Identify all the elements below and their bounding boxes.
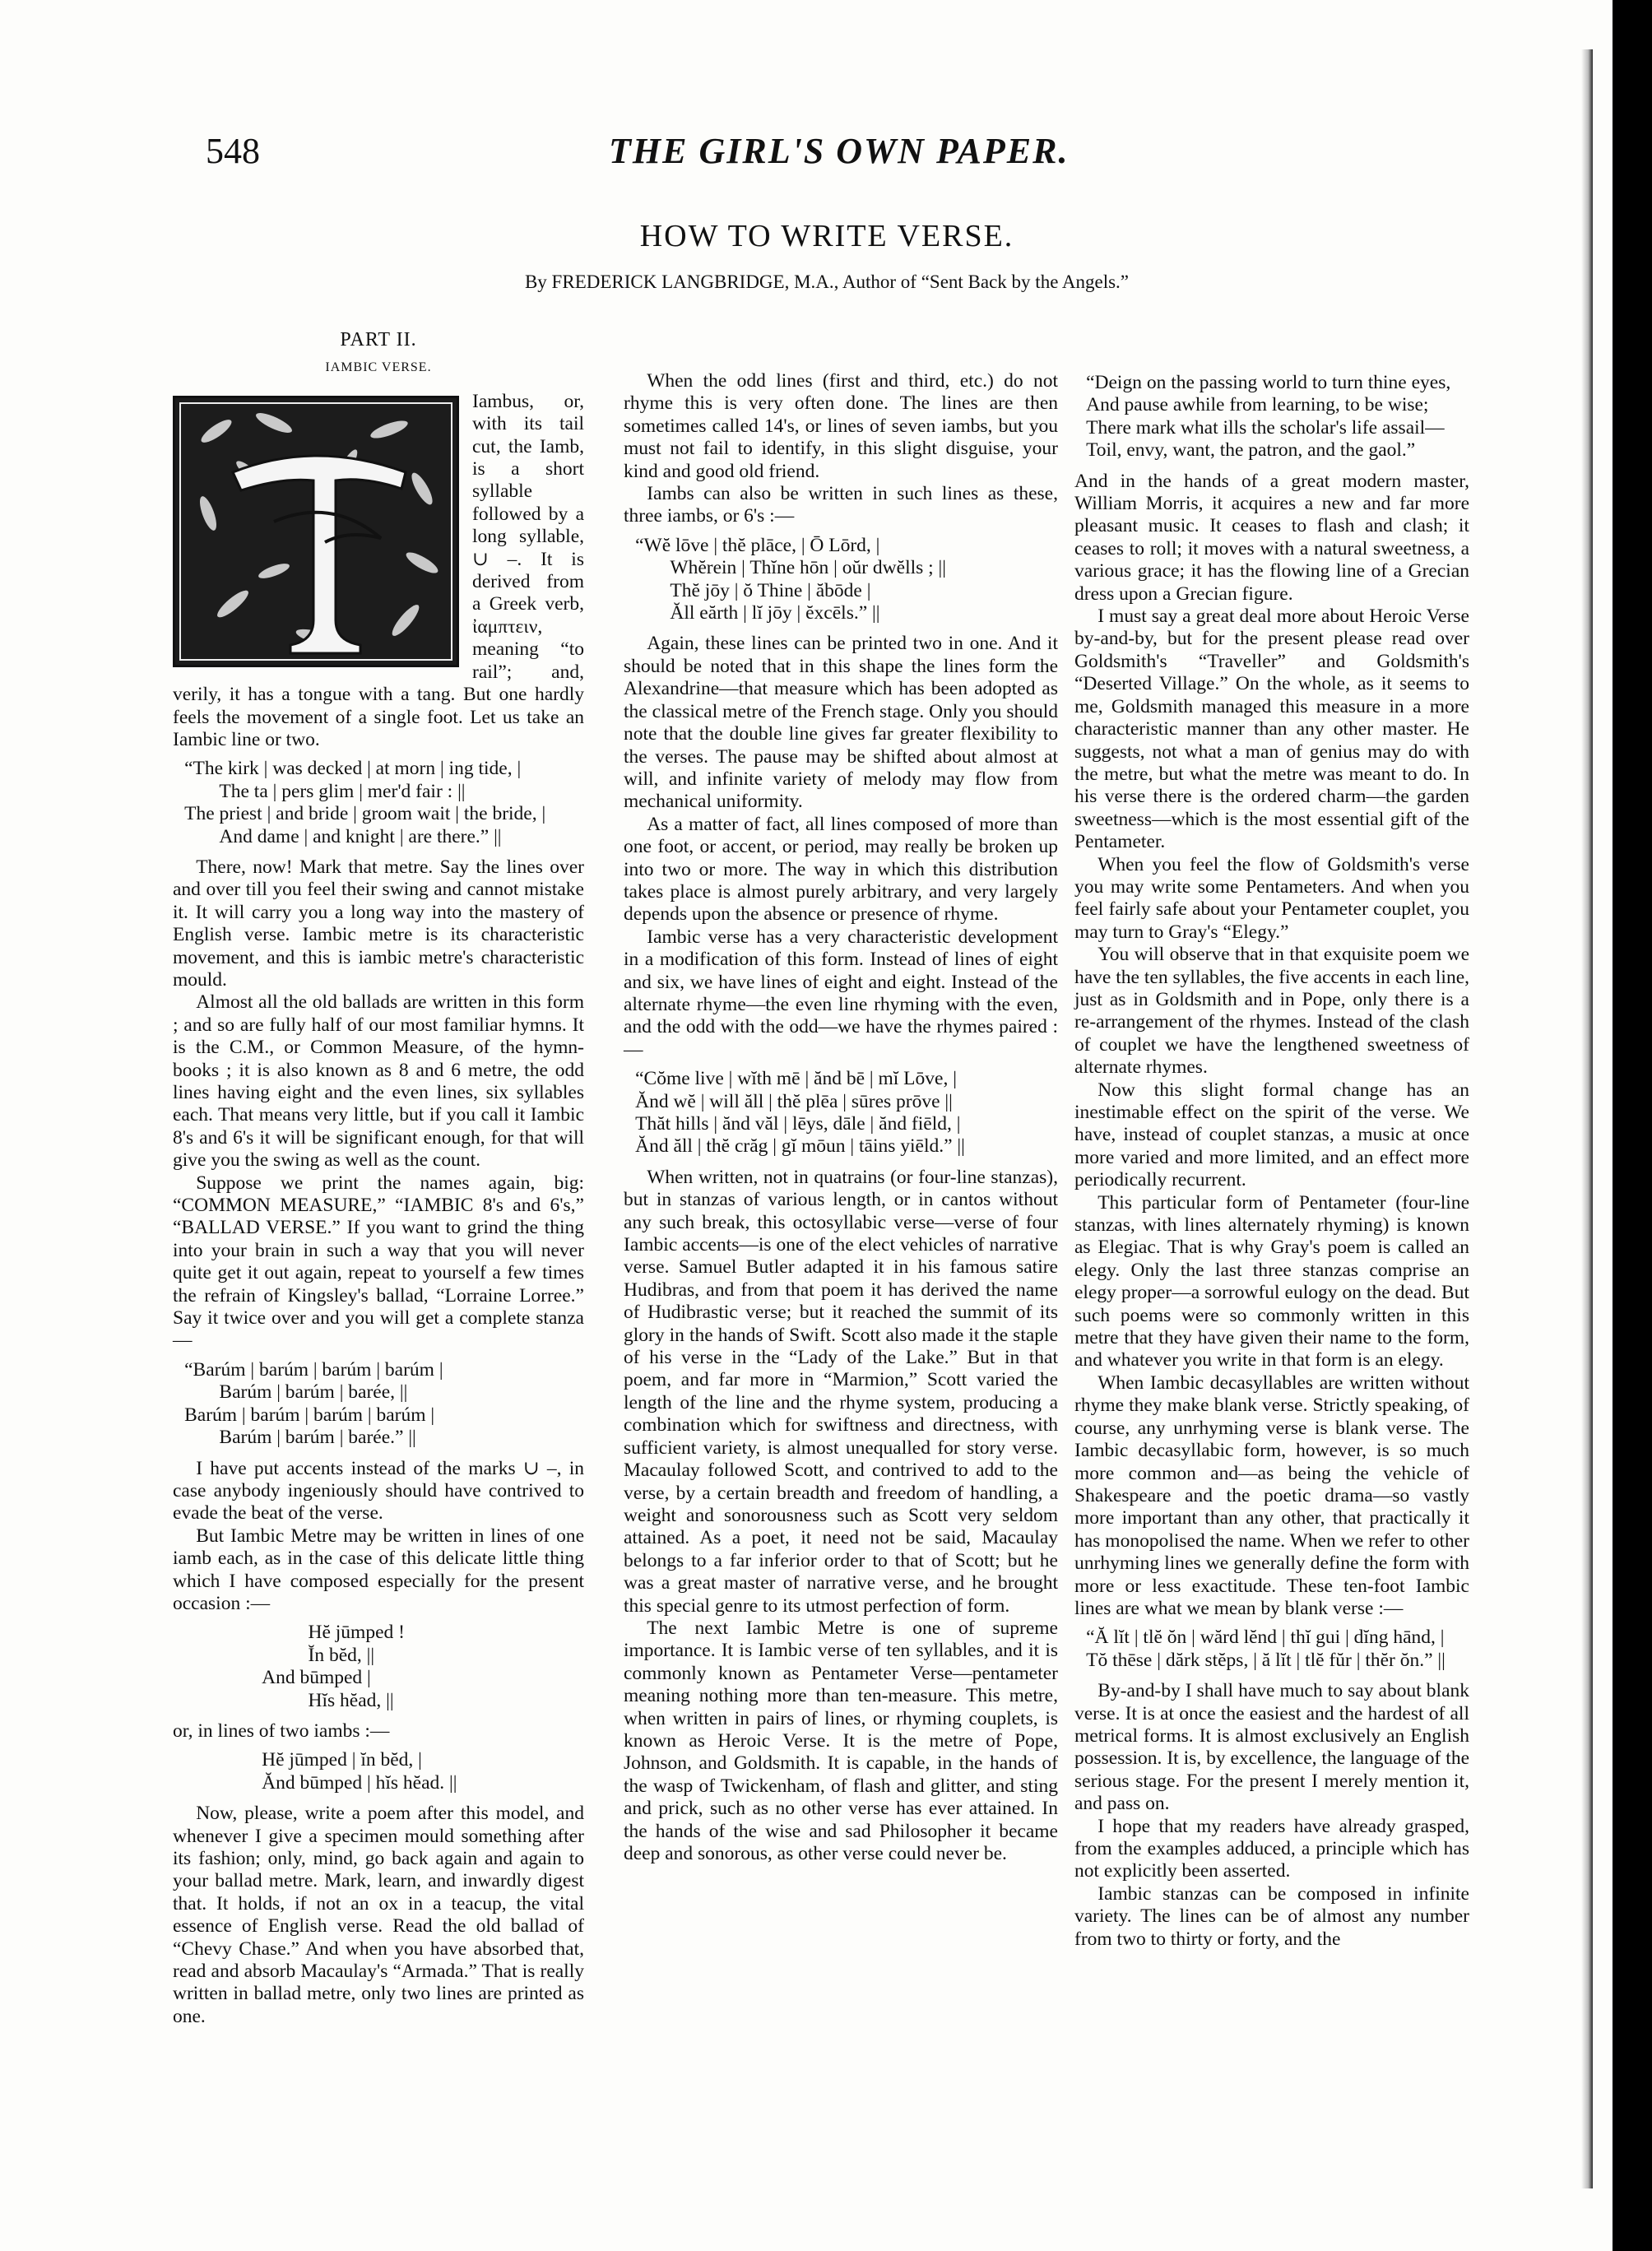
verse-line: Barúm | barúm | barúm | barúm | (184, 1404, 435, 1426)
verse-example (173, 1749, 584, 1794)
paragraph: When written, not in quatrains (or four-line stanzas), but in stanzas of various length, or in cantos without any such break, this octosyllabic verse—verse of four Iambic accents—is one of the elect vehicles of narrative verse. Samuel Butler adapted it in his famous satire Hudibras, and from that poem it has derived the name of Hudibrastic verse; but it reached the summit of its glory in the hands of Swift. Scott also made it the staple of his verse in the “Lady of the Lake.” But in that poem, and far more in “Marmion,” Scott varied the length of the line and the rhyme system, producing a combination which for swiftness and directness, with sufficient variety, is almost unequalled for story verse. Macaulay followed Scott, and contrived to add to the verse, by a certain breadth and freedom of handling, a weight and sonorousness such as Scott very seldom attained. As a poet, it need not be said, Macaulay belongs to a far inferior order to that of Scott; but he was a great master of narrative verse, and he brought this special genre to its utmost perfection of form. (624, 1166, 1058, 1617)
paragraph: Iambic verse has a very characteristic development in a modification of this form. Instead of lines of eight and six, we have lines of eight and eight. Instead of the alternate rhyme—the even line rhyming with the even, and the odd with the odd—we have the rhymes paired :— (624, 926, 1058, 1061)
verse-line: And dame | and knight | are there.” || (219, 825, 502, 847)
leaf-ornament-icon (175, 398, 457, 665)
page-header (206, 130, 1448, 179)
verse-line: Ănd ăll | thĕ crăg | gĭ mōun | tāins yiēld.” || (635, 1135, 965, 1158)
paragraph: Suppose we print the names again, big: “COMMON MEASURE,” “IAMBIC 8's and 6's,” “BALLAD VERSE.” If you want to grind the thing into your brain in such a way that you will never quite get it out again, repeat to yourself a few times the refrain of Kingsley's ballad, “Lorraine Lorree.” Say it twice over and you will get a complete stanza— (173, 1172, 584, 1352)
column-3 (1074, 372, 1469, 1951)
verse-line: Hĭs hĕad, || (308, 1689, 394, 1711)
page-fold-shadow (1581, 49, 1593, 2188)
verse-example (1074, 372, 1469, 462)
paragraph: And in the hands of a great modern master, William Morris, it acquires a new and far more pleasant music. It ceases to flash and clash; it ceases to roll; it moves with a natural sweetness, a various grace; it has the flowing line of a Grecian dress upon a Grecian figure. (1074, 470, 1469, 605)
verse-line: Hĕ jūmped ! (308, 1622, 405, 1644)
column-1 (173, 329, 584, 2028)
paragraph: When Iambic decasyllables are written without rhyme they make blank verse. Strictly speaking, of course, any unrhyming verse is blank verse. The Iambic decasyllabic form, however, is so much more common and—as being the vehicle of Shakespeare and the poetic drama—so vastly more important than any other, that practically it has monopolised the name. When we refer to other unrhyming lines we generally define the form with more or less exactitude. These ten-foot Iambic lines are what we mean by blank verse :— (1074, 1371, 1469, 1619)
paragraph: But Iambic Metre may be written in lines of one iamb each, as in the case of this delicate little thing which I have composed especially for the present occasion :— (173, 1525, 584, 1614)
verse-line: Ăll eărth | lĭ jōy | ĕxcēls.” || (670, 602, 880, 624)
verse-line: “The kirk | was decked | at morn | ing tide, | (184, 758, 522, 780)
paragraph: When you feel the flow of Goldsmith's verse you may write some Pentameters. And when you feel fairly safe about your Pentameter couplet, you may turn to Gray's “Elegy.” (1074, 853, 1469, 943)
verse-example (624, 1068, 1058, 1158)
verse-line: And pause awhile from learning, to be wise; (1086, 394, 1429, 416)
verse-example (624, 535, 1058, 625)
paragraph: When the odd lines (first and third, etc.) do not rhyme this is very often done. The lines are then sometimes called 14's, or lines of seven iambs, but you must not fail to identify, in this slight disguise, your kind and good old friend. (624, 370, 1058, 482)
verse-line: Thăt hills | ănd văl | lēys, dāle | ănd fiēld, | (635, 1113, 961, 1135)
verse-line: Toil, envy, want, the patron, and the gaol.” (1086, 439, 1416, 462)
verse-line: Ĭn bĕd, || (308, 1644, 375, 1666)
verse-line: The priest | and bride | groom wait | the bride, | (184, 803, 546, 825)
paragraph: Iambic stanzas can be composed in infinite variety. The lines can be of almost any number from two to thirty or forty, and the (1074, 1882, 1469, 1950)
paragraph: Now this slight formal change has an inestimable effect on the spirit of the verse. We have, instead of couplet stanzas, a music at once more varied and more limited, and an effect more periodically recurrent. (1074, 1079, 1469, 1191)
page-number: 548 (206, 131, 260, 171)
verse-line: “Deign on the passing world to turn thine eyes, (1086, 372, 1451, 393)
paragraph: or, in lines of two iambs :— (173, 1720, 390, 1742)
article-byline: By FREDERICK LANGBRIDGE, M.A., Author of “Sent Back by the Angels.” (524, 272, 1130, 292)
verse-example (173, 1622, 584, 1712)
verse-line: Barúm | barúm | barée, || (219, 1381, 408, 1404)
paragraph: By-and-by I shall have much to say about blank verse. It is at once the easiest and the hardest of all metrical forms. It is almost exclusively an English possession. It is, by excellence, the language of the serious stage. For the present I merely mention it, and pass on. (1074, 1680, 1469, 1815)
verse-line: Ănd wĕ | will ăll | thĕ plēa | sūres prōve || (635, 1090, 953, 1112)
verse-line: Thĕ jōy | ŏ Thine | ăbōde | (670, 579, 871, 601)
paragraph: The next Iambic Metre is one of supreme importance. It is Iambic verse of ten syllables, and it is commonly known as Pentameter Verse—pentameter meaning nothing more than ten-measure. This metre, when written in pairs of lines, or rhyming couplets, is known as Heroic Verse. It is the metre of Pope, Johnson, and Goldsmith. It is capable, in the hands of the wasp of Twickenham, of flash and glitter, and sting and prick, such as no other verse has ever attained. In the hands of the wise and sad Philosopher it became deep and sonorous, as other verse could never be. (624, 1617, 1058, 1864)
paragraph: I must say a great deal more about Heroic Verse by-and-by, but for the present please read over Goldsmith's “Traveller” and Goldsmith's “Deserted Village.” On the whole, as it seems to me, Goldsmith managed this measure in a more characteristic manner than any other master. He suggests, not what a man of genius may do with the metre, but what the metre was meant to do. In his verse there is the ordered charm—the garden sweetness—which is the most essential gift of the Pentameter. (1074, 606, 1469, 853)
verse-line: The ta | pers glim | mer'd fair : || (219, 780, 466, 802)
verse-line: Hĕ jūmped | ĭn bĕd, | (262, 1749, 422, 1771)
article-title: HOW TO WRITE VERSE. (639, 219, 1014, 253)
paragraph: Now, please, write a poem after this model, and whenever I give a specimen mould something after its fashion; only, mind, go back again and again to your ballad metre. Mark, learn, and inwardly digest that. It holds, if not an ox in a teacup, the vital essence of English verse. Read the old ballad of “Chevy Chase.” And when you have absorbed that, read and absorb Macaulay's “Armada.” That is really written in ballad metre, only two lines are printed as one. (173, 1803, 584, 2027)
verse-line: And būmped | (262, 1667, 371, 1689)
verse-line: “Barúm | barúm | barúm | barúm | (184, 1358, 443, 1381)
verse-line: “Cŏme live | wĭth mē | ănd bē | mĭ Lōve, | (635, 1068, 957, 1090)
paragraph: I hope that my readers have already grasped, from the examples adduced, a principle which has not explicitly been asserted. (1074, 1815, 1469, 1882)
verse-line: “Wĕ lōve | thĕ plāce, | Ō Lōrd, | (635, 534, 880, 556)
column-2 (624, 370, 1058, 1865)
paragraph: I have put accents instead of the marks ∪ –, in case anybody ingeniously should have contrived to evade the beat of the verse. (173, 1457, 584, 1525)
verse-example (173, 1359, 584, 1450)
verse-line: Tŏ thēse | dărk stĕps, | ă lĭt | tlĕ fŭr | thĕr ŏn.” || (1086, 1649, 1446, 1671)
paragraph: This particular form of Pentameter (four-line stanzas, with lines alternately rhyming) is known as Elegiac. That is why Gray's poem is called an elegy. Only the last three stanzas comprise an elegy proper—a sorrowful eulogy on the dead. But such poems were so commonly written in this metre that they have given their name to the form, and whatever you write in that form is an elegy. (1074, 1191, 1469, 1371)
paragraph: Iambs can also be written in such lines as these, three iambs, or 6's :— (624, 483, 1058, 527)
verse-example (1074, 1627, 1469, 1672)
section-heading: IAMBIC VERSE. (325, 360, 432, 375)
paragraph: You will observe that in that exquisite poem we have the ten syllables, the five accents in each line, just as in Goldsmith and in Pope, only there is a re-arrangement of the rhymes. Instead of the clash of couplet we have the lengthened sweetness of alternate rhymes. (1074, 944, 1469, 1079)
opening-paragraph (173, 391, 584, 752)
paragraph: There, now! Mark that metre. Say the lines over and over till you feel their swing and cannot mistake it. It will carry you a long way into the mastery of English verse. Iambic metre is its characteristic movement, and this is iambic metre's characteristic mould. (173, 856, 584, 991)
paragraph: Almost all the old ballads are written in this form ; and so are fully half of our most familiar hymns. It is the C.M., or Common Measure, of the hymn-books ; it is also known as 8 and 6 metre, the odd lines having eight and the even lines, six syllables each. That means very little, but if you call it Iambic 8's and 6's it will be significant enough, for that will give you the swing as well as the count. (173, 991, 584, 1172)
verse-line: Ănd būmped | hĭs hĕad. || (262, 1771, 457, 1794)
scan-border (1613, 0, 1652, 2251)
paragraph: Again, these lines can be printed two in one. And it should be noted that in this shape the lines form the Alexandrine—that measure which has been adopted as the classical metre of the French stage. Only you should note that the double line gives far greater flexibility to the verses. The pause may be shifted about almost at will, and infinite variety of melody may flow from mechanical uniformity. (624, 633, 1058, 813)
verse-line: Barúm | barúm | barée.” || (219, 1427, 416, 1449)
verse-line: Whĕrein | Thĭne hōn | oŭr dwĕlls ; || (670, 557, 946, 579)
magazine-title: THE GIRL'S OWN PAPER. (609, 131, 1070, 171)
part-heading: PART II. (340, 329, 417, 350)
verse-example (173, 758, 584, 848)
verse-line: “Ă lĭt | tlĕ ŏn | wărd lĕnd | thĭ gui | dĭng hānd, | (1086, 1627, 1445, 1649)
decorated-initial-letter (173, 396, 459, 667)
verse-line: There mark what ills the scholar's life assail— (1086, 416, 1445, 439)
paragraph: Iambus, or, with its tail cut, the Iamb, is a short syllable followed by a long syllable, ∪ –. It is derived from a Greek verb, ἰαμπτειν, meaning “to rail”; and, verily, it has a tongue with a tang. But one hardly feels the movement of a single foot. Let us take an Iambic line or two. (173, 390, 584, 750)
paragraph: As a matter of fact, all lines composed of more than one foot, or accent, or period, may really be broken up into two or more. The way in which this distribution takes place is almost purely arbitrary, and very largely depends upon the absence or presence of rhyme. (624, 813, 1058, 926)
